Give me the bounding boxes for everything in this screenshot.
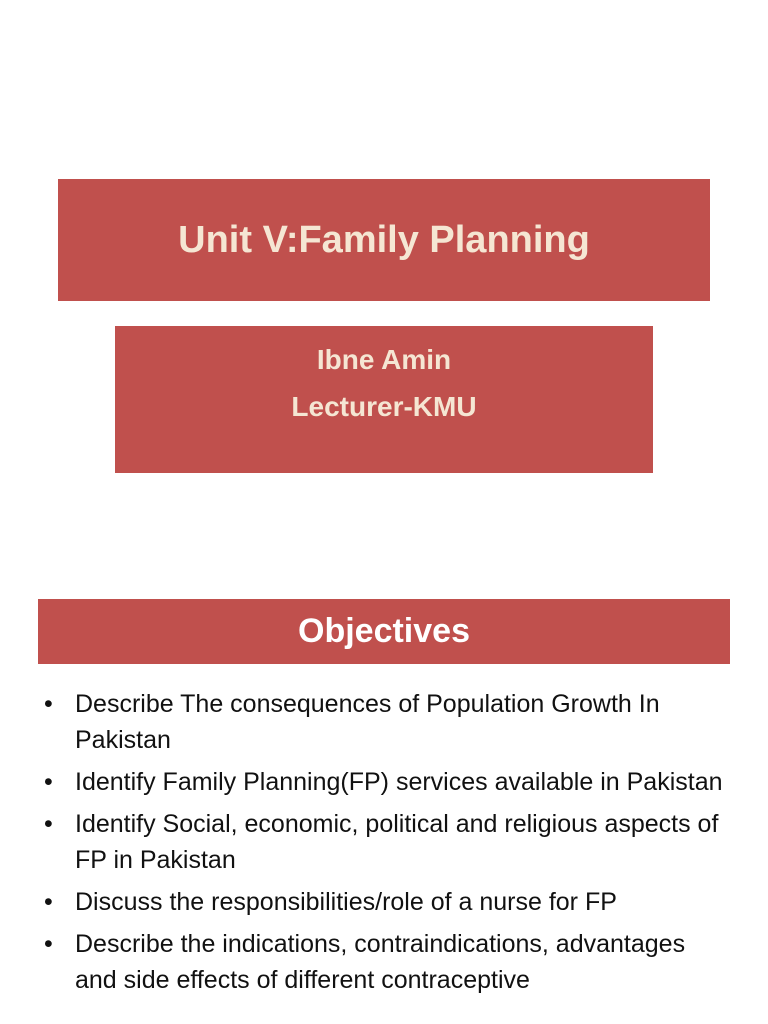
bullet-text: Identify Social, economic, political and religious aspects of FP in Pakistan [75,810,719,874]
bullet-text: Describe The consequences of Population Growth In Pakistan [75,690,660,754]
bullet-icon: • [44,768,53,796]
title-banner [58,179,710,301]
bullet-text: Describe the indications, contraindications, advantages and side effects of different contraceptive [75,930,686,994]
bullet-icon: • [44,690,53,718]
bullet-text: Identify Family Planning(FP) services available in Pakistan [75,768,723,796]
objectives-list [0,686,768,1004]
list-item [0,806,768,878]
list-item [0,764,768,800]
objectives-banner [38,599,730,664]
list-item [0,926,768,998]
list-item [0,686,768,758]
objectives-heading: Objectives [298,612,470,650]
list-item [0,884,768,920]
bullet-icon: • [44,930,53,958]
bullet-text: Discuss the responsibilities/role of a nurse for FP [75,888,617,916]
slide-title: Unit V:Family Planning [178,218,590,261]
author-banner [115,326,653,473]
bullet-icon: • [44,810,53,838]
author-name: Ibne Amin [316,344,452,375]
bullet-icon: • [44,888,53,916]
author-role: Lecturer-KMU [291,391,477,422]
